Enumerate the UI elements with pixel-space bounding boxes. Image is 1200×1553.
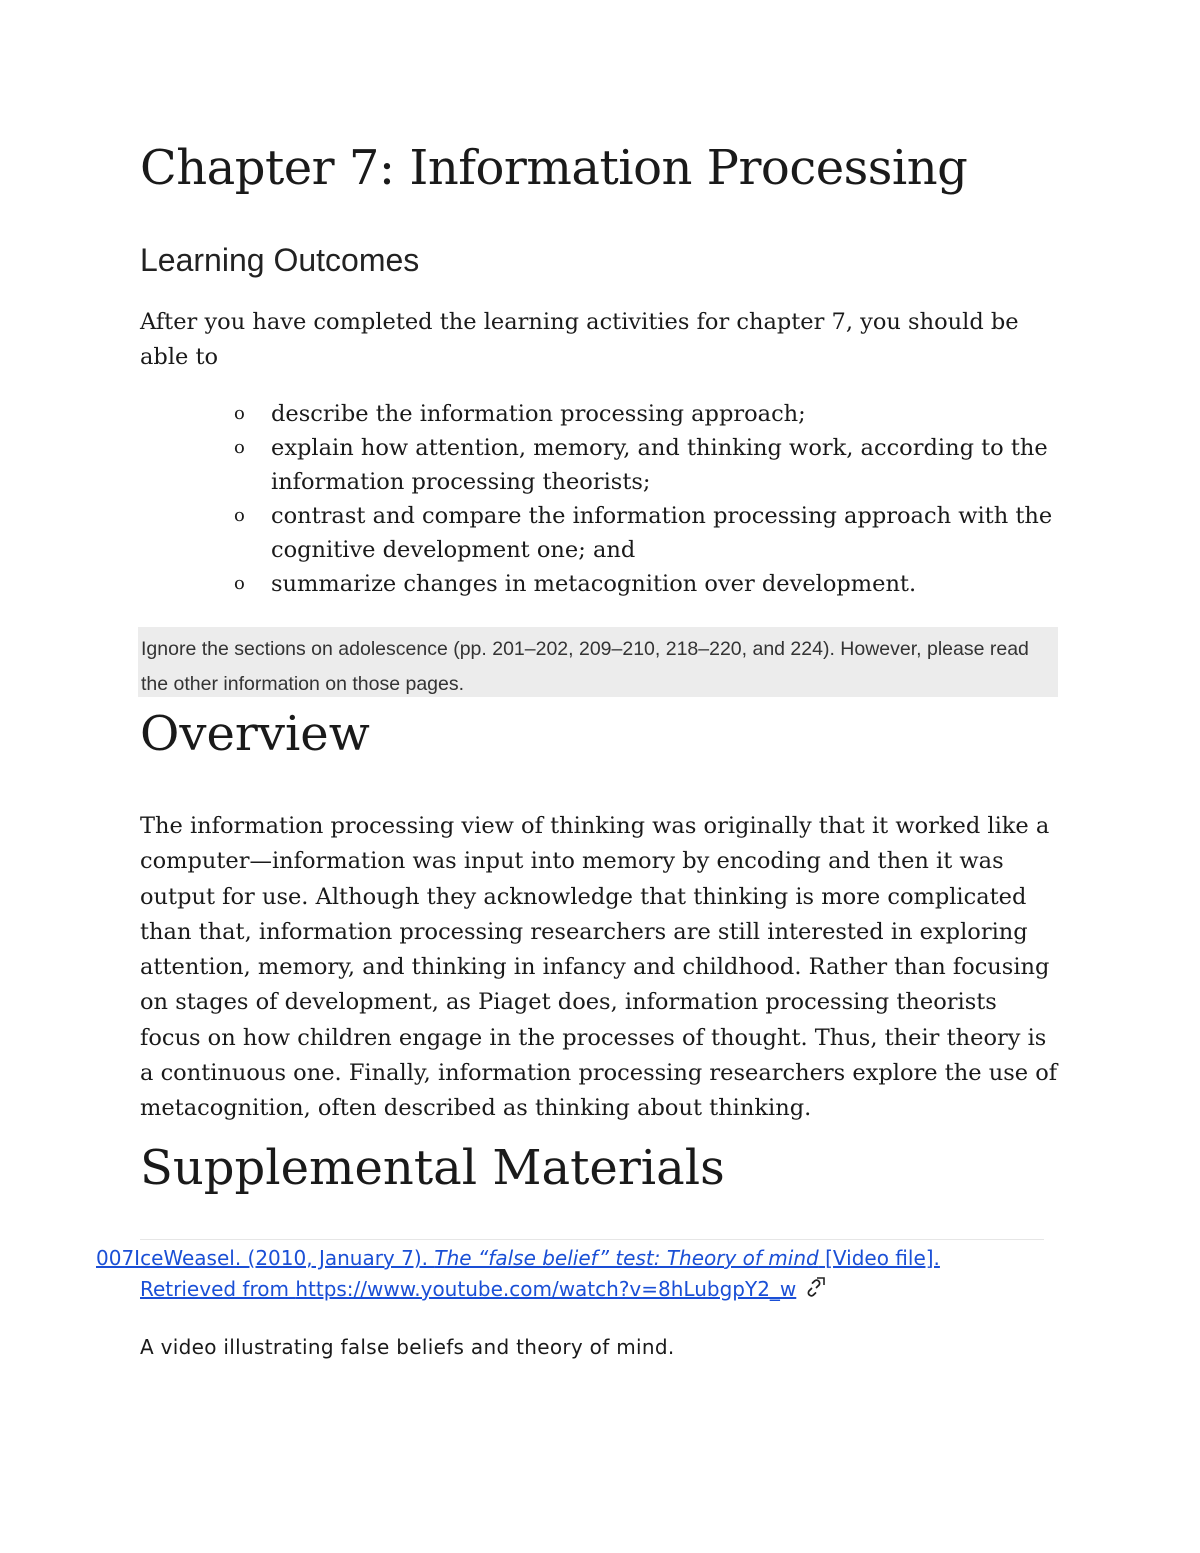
bullet-icon: o: [234, 403, 245, 424]
list-item: [232, 499, 1062, 567]
citation-retrieved-link[interactable]: Retrieved from: [140, 1277, 296, 1301]
reading-note-box: [138, 627, 1058, 697]
citation-title-link[interactable]: [434, 1246, 818, 1270]
list-item-text: summarize changes in metacognition over development.: [271, 571, 917, 597]
external-link-icon[interactable]: [802, 1276, 826, 1300]
bullet-icon: o: [234, 437, 245, 458]
list-item-text: contrast and compare the information processing approach with the cognitive development one; and: [271, 503, 1053, 563]
list-item: [232, 397, 1062, 431]
list-item-text: explain how attention, memory, and thinking work, according to the information processing theorists;: [271, 435, 1048, 495]
citation-title: The “false belief” test: Theory of mind: [434, 1246, 819, 1270]
list-item: [232, 431, 1062, 499]
reading-note-text: Ignore the sections on adolescence (pp. 201–202, 209–210, 218–220, and 224). However, please read the other information on those pages.: [141, 638, 1029, 695]
supplemental-materials-heading: Supplemental Materials: [140, 1140, 725, 1196]
youtube-url-link[interactable]: https://www.youtube.com/watch?v=8hLubgpY2_w: [295, 1277, 797, 1301]
citation-author-link[interactable]: 007IceWeasel. (2010, January 7).: [96, 1246, 435, 1270]
learning-outcomes-list: [232, 397, 1062, 601]
overview-body: The information processing view of thinking was originally that it worked like a computer—information was input into memory by encoding and then it was output for use. Although they acknowledge that thinking is more complicated than that, information processing researchers are still interested in exploring attention, memory, and thinking in infancy and childhood. Rather than focusing on stages of development, as Piaget does, information processing theorists focus on how children engage in the processes of thought. Thus, their theory is a continuous one. Finally, information processing researchers explore the use of metacognition, often described as thinking about thinking.: [140, 813, 1058, 1122]
chapter-title: Chapter 7: Information Processing: [140, 140, 968, 196]
citation-format-link[interactable]: [Video file].: [818, 1246, 940, 1270]
video-citation: [96, 1243, 1056, 1305]
bullet-icon: o: [234, 573, 245, 594]
bullet-icon: o: [234, 505, 245, 526]
list-item-text: describe the information processing approach;: [271, 401, 806, 427]
learning-outcomes-heading: Learning Outcomes: [140, 242, 420, 278]
overview-heading: Overview: [140, 706, 370, 762]
video-description: A video illustrating false beliefs and theory of mind.: [140, 1335, 675, 1359]
learning-outcomes-intro: After you have completed the learning activities for chapter 7, you should be able to: [140, 309, 1019, 370]
list-item: [232, 567, 1062, 601]
divider: [140, 1239, 1044, 1240]
